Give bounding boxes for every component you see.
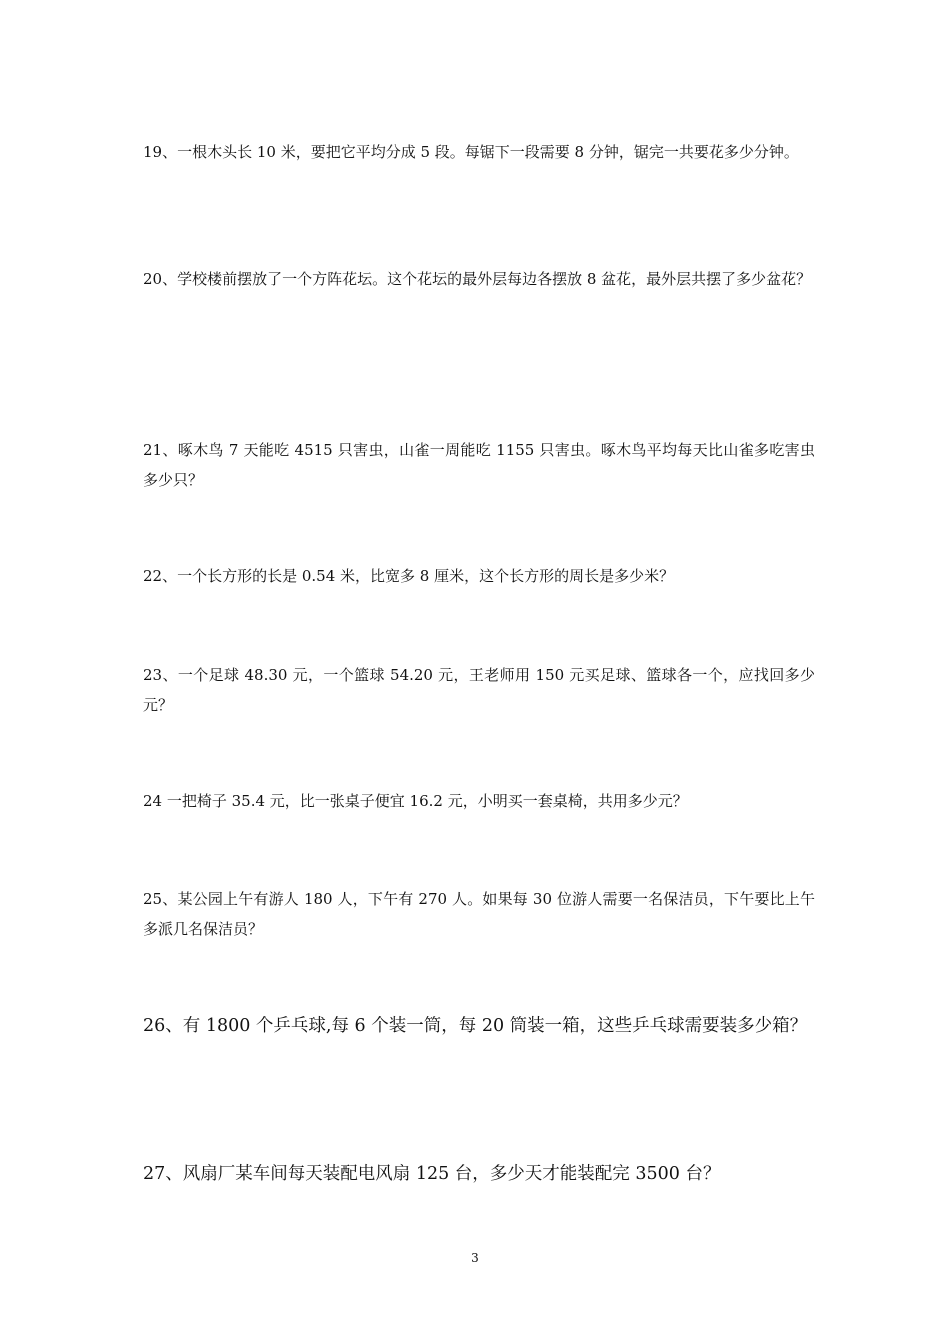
question-20: 20、学校楼前摆放了一个方阵花坛。这个花坛的最外层每边各摆放 8 盆花，最外层共摆了多少盆花？ (143, 270, 812, 288)
question-26: 26、有 1800 个乒乓球,每 6 个装一筒，每 20 筒装一箱，这些乒乓球需要装多少箱？ (143, 1016, 808, 1036)
question-21: 21、啄木鸟 7 天能吃 4515 只害虫，山雀一周能吃 1155 只害虫。啄木鸟平均每天比山雀多吃害虫多少只？ (143, 441, 815, 489)
question-19: 19、一根木头长 10 米，要把它平均分成 5 段。每锯下一段需要 8 分钟，锯完一共要花多少分钟。 (143, 143, 799, 161)
question-25: 25、某公园上午有游人 180 人，下午有 270 人。如果每 30 位游人需要一名保洁员，下午要比上午多派几名保洁员？ (143, 890, 815, 938)
question-23: 23、一个足球 48.30 元，一个篮球 54.20 元，王老师用 150 元买足球、篮球各一个，应找回多少元？ (143, 666, 815, 714)
question-24: 24 一把椅子 35.4 元，比一张桌子便宜 16.2 元，小明买一套桌椅，共用多少元？ (143, 792, 688, 810)
question-27: 27、风扇厂某车间每天装配电风扇 125 台，多少天才能装配完 3500 台？ (143, 1164, 721, 1184)
page-number: 3 (471, 1251, 479, 1265)
question-22: 22、一个长方形的长是 0.54 米，比宽多 8 厘米，这个长方形的周长是多少米？ (143, 567, 675, 585)
